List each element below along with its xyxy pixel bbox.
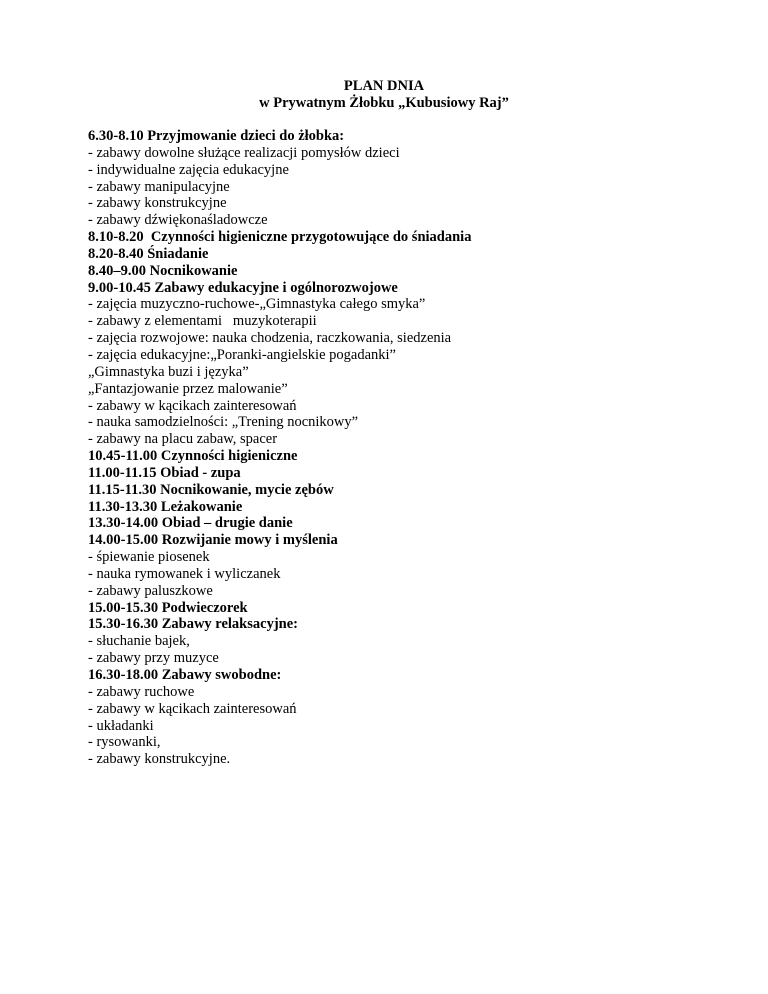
schedule-item: - zabawy na placu zabaw, spacer [88,431,278,448]
schedule-item: - zabawy konstrukcyjne [88,195,227,212]
schedule-item: - zabawy dźwiękonaśladowcze [88,212,268,229]
schedule-item: - zabawy konstrukcyjne. [88,751,231,768]
title-block [0,78,768,112]
schedule-item: - zabawy manipulacyjne [88,178,230,195]
page-title: PLAN DNIA [343,78,425,94]
schedule-item: - zajęcia edukacyjne:„Poranki-angielskie pogadanki” [88,346,396,363]
schedule-item: „Fantazjowanie przez malowanie” [88,380,288,397]
schedule-item: - zabawy przy muzyce [88,650,219,667]
schedule-item: - zabawy w kącikach zainteresowań [88,397,297,414]
schedule-heading: 11.30-13.30 Leżakowanie [88,498,243,515]
schedule-item: „Gimnastyka buzi i języka” [88,363,249,380]
schedule-heading: 8.40–9.00 Nocnikowanie [88,262,238,279]
schedule-item: - indywidualne zajęcia edukacyjne [88,161,289,178]
schedule-item: - nauka samodzielności: „Trening nocnikowy” [88,414,359,431]
schedule-item: - nauka rymowanek i wyliczanek [88,565,281,582]
schedule-heading: 13.30-14.00 Obiad – drugie danie [88,515,293,532]
schedule-item: - zabawy dowolne służące realizacji pomysłów dzieci [88,144,400,161]
schedule-item: - zabawy z elementami muzykoterapii [88,313,317,330]
schedule-heading: 11.00-11.15 Obiad - zupa [88,464,241,481]
schedule-item: - zajęcia rozwojowe: nauka chodzenia, raczkowania, siedzenia [88,330,452,347]
schedule-content [88,128,728,768]
schedule-item: - śpiewanie piosenek [88,549,210,566]
schedule-heading: 14.00-15.00 Rozwijanie mowy i myślenia [88,532,338,549]
schedule-item: - układanki [88,717,154,734]
schedule-item: - zabawy w kącikach zainteresowań [88,700,297,717]
schedule-heading: 15.00-15.30 Podwieczorek [88,599,248,616]
schedule-item: - słuchanie bajek, [88,633,190,650]
schedule-heading: 9.00-10.45 Zabawy edukacyjne i ogólnorozwojowe [88,279,398,296]
page-subtitle: w Prywatnym Żłobku „Kubusiowy Raj” [259,95,509,111]
schedule-heading: 16.30-18.00 Zabawy swobodne: [88,667,282,683]
schedule-heading: 15.30-16.30 Zabawy relaksacyjne: [88,616,298,633]
schedule-heading: 6.30-8.10 Przyjmowanie dzieci do żłobka: [88,128,345,144]
schedule-heading: 10.45-11.00 Czynności higieniczne [88,448,298,465]
schedule-heading: 8.20-8.40 Śniadanie [88,245,209,262]
schedule-heading: 11.15-11.30 Nocnikowanie, mycie zębów [88,481,334,498]
schedule-item: - zabawy ruchowe [88,683,195,700]
schedule-heading: 8.10-8.20 Czynności higieniczne przygotowujące do śniadania [88,229,472,246]
schedule-item: - rysowanki, [88,734,161,751]
schedule-item: - zajęcia muzyczno-ruchowe-„Gimnastyka całego smyka” [88,296,426,313]
schedule-item: - zabawy paluszkowe [88,582,213,599]
